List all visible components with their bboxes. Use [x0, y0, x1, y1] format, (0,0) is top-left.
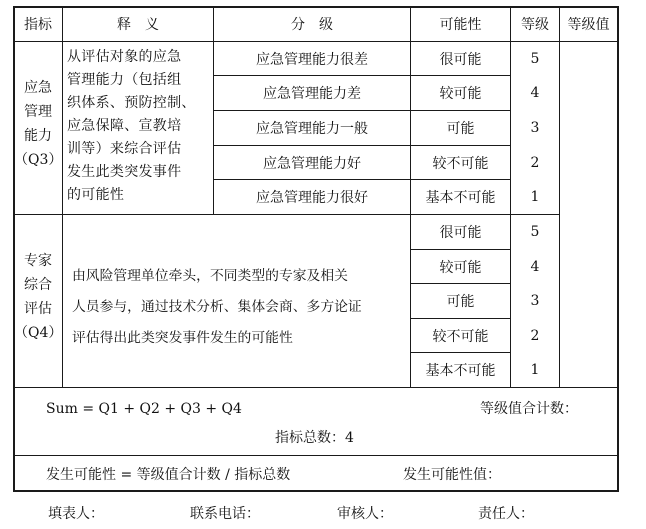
sum-formula: Sum = Q1 + Q2 + Q3 + Q4: [46, 401, 242, 417]
header-explanation: 释 义: [117, 17, 159, 33]
q3-level-5: 1: [530, 189, 540, 205]
q3-level-2: 4: [530, 85, 540, 101]
q3-possibility-5: 基本不可能: [425, 190, 496, 206]
level-total-label: 等级值合计数：: [480, 401, 578, 417]
q3-grade-2: 应急管理能力差: [263, 86, 361, 102]
q4-indicator-label: 专家 综合 评估 （Q4）: [14, 253, 63, 341]
q3-level-4: 2: [530, 154, 540, 171]
header-level: 等级: [521, 17, 549, 33]
table-bottom-border: [14, 490, 618, 492]
possibility-formula: 发生可能性 = 等级值合计数 / 指标总数: [46, 467, 291, 483]
q4-explanation: 由风险管理单位牵头，不同类型的专家及相关 人员参与，通过技术分析、集体会商、多方论证 评估得出此类突发事件发生的可能性: [72, 268, 362, 346]
phone-label: 联系电话：: [190, 506, 260, 522]
q4-bottom-line: [14, 387, 618, 388]
col-indicator-right: [62, 6, 63, 387]
header-level-value: 等级值: [567, 17, 610, 33]
table-right-border: [617, 6, 619, 492]
q3-possibility-4: 较不可能: [432, 155, 489, 172]
q4-possibility-4: 较不可能: [432, 328, 489, 345]
header-grade: 分 级: [291, 17, 333, 33]
reviewer-label: 审核人：: [337, 506, 393, 522]
q4-possibility-3: 可能: [446, 294, 475, 310]
q3-grade-3: 应急管理能力一般: [256, 121, 368, 137]
q4-level-3: 3: [530, 293, 540, 309]
q3-grade-4: 应急管理能力好: [263, 155, 361, 172]
q3-possibility-3: 可能: [446, 121, 475, 137]
summary-separator: [14, 455, 618, 456]
q4-possibility-2: 较可能: [439, 259, 482, 276]
header-possibility: 可能性: [439, 17, 482, 33]
q3-possibility-2: 较可能: [439, 86, 482, 102]
q3-grade-5: 应急管理能力很好: [256, 190, 368, 206]
q3-level-3: 3: [530, 120, 540, 136]
responsible-label: 责任人：: [478, 506, 534, 522]
q4-level-1: 5: [530, 224, 540, 240]
q4-level-4: 2: [530, 327, 540, 344]
q4-level-5: 1: [530, 362, 540, 378]
indicator-count: 指标总数：4: [275, 430, 354, 446]
q4-possibility-1: 很可能: [439, 225, 482, 241]
q3-possibility-1: 很可能: [439, 51, 482, 68]
q4-level-2: 4: [530, 258, 540, 275]
col-level-right: [559, 6, 560, 387]
filler-label: 填表人：: [48, 506, 104, 522]
q3-indicator-label: 应急 管理 能力 （Q3）: [14, 80, 63, 168]
q3-level-1: 5: [530, 50, 540, 67]
possibility-value-label: 发生可能性值：: [403, 467, 501, 483]
q4-possibility-5: 基本不可能: [425, 363, 496, 379]
header-indicator: 指标: [24, 17, 52, 33]
q3-explanation: 从评估对象的应急 管理能力（包括组 织体系、预防控制、 应急保障、宣教培 训等）来综合评估 发生此类突发事件 的可能性: [67, 49, 196, 203]
q3-grade-1: 应急管理能力很差: [256, 51, 368, 68]
